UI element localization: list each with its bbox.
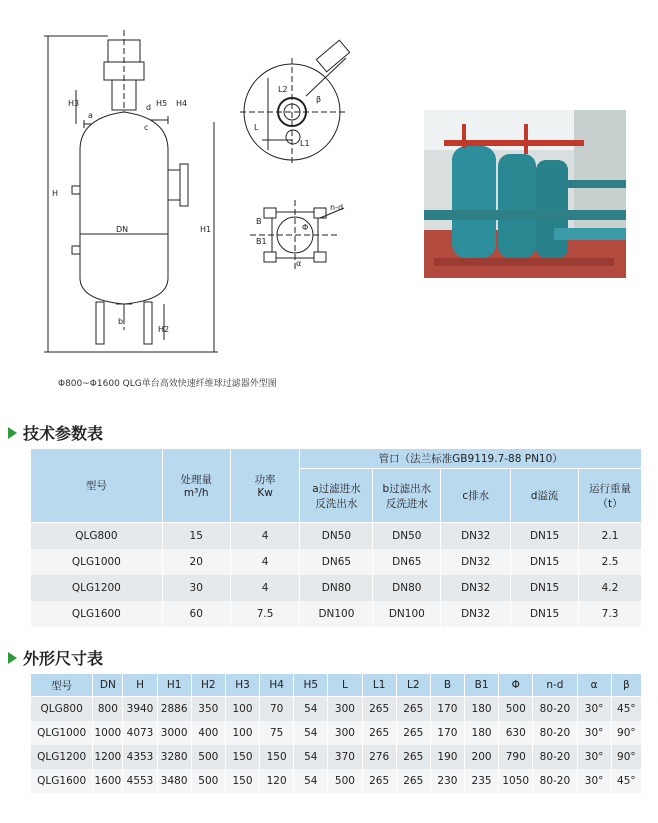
table-cell: 276 <box>362 745 396 769</box>
column-header: n-d <box>533 674 577 697</box>
table-cell: 230 <box>430 769 464 793</box>
dim-label-l1: L1 <box>300 139 310 148</box>
table-cell: 20 <box>162 549 230 575</box>
col-ports-group: 管口（法兰标准GB9119.7-88 PN10） <box>300 449 642 469</box>
table-cell: 54 <box>294 697 328 722</box>
table-cell: QLG1200 <box>31 575 163 601</box>
col-port-d: d溢流 <box>511 469 579 523</box>
table-cell: 30 <box>162 575 230 601</box>
table-cell: 54 <box>294 721 328 745</box>
table-cell: 300 <box>328 721 362 745</box>
table-cell: DN50 <box>373 523 441 549</box>
column-header: H1 <box>157 674 191 697</box>
table-cell: 90° <box>611 721 641 745</box>
table-cell: 800 <box>93 697 123 722</box>
tech-params-heading <box>8 421 103 444</box>
dim-label-nd: n-d <box>330 203 344 212</box>
table-cell: 150 <box>260 745 294 769</box>
column-header: 型号 <box>31 674 93 697</box>
table-cell: 80-20 <box>533 721 577 745</box>
table-cell: 30° <box>577 721 611 745</box>
table-cell: 60 <box>162 601 230 627</box>
table-cell: 100 <box>225 721 259 745</box>
table-cell: 180 <box>465 697 499 722</box>
table-cell: 70 <box>260 697 294 722</box>
table-cell: 200 <box>465 745 499 769</box>
column-header: β <box>611 674 641 697</box>
table-cell: DN80 <box>373 575 441 601</box>
table-row <box>31 769 642 793</box>
table-cell: 30° <box>577 769 611 793</box>
table-cell: 170 <box>430 721 464 745</box>
table-cell: 265 <box>362 721 396 745</box>
table-cell: DN15 <box>511 523 579 549</box>
col-weight: 运行重量 （t） <box>579 469 642 523</box>
table-cell: 265 <box>362 769 396 793</box>
tech-params-table <box>30 448 642 627</box>
column-header: B <box>430 674 464 697</box>
table-cell: 500 <box>191 769 225 793</box>
nozzle-label-d: d <box>146 103 152 112</box>
column-header: H2 <box>191 674 225 697</box>
table-cell: 120 <box>260 769 294 793</box>
tech-params-title: 技术参数表 <box>23 424 104 443</box>
column-header: H <box>123 674 157 697</box>
column-header: H5 <box>294 674 328 697</box>
table-cell: 15 <box>162 523 230 549</box>
table-cell: 265 <box>362 697 396 722</box>
table-cell: 630 <box>499 721 533 745</box>
dim-label-phi: Φ <box>302 223 309 232</box>
table-cell: QLG800 <box>31 697 93 722</box>
dim-label-l: L <box>254 123 259 132</box>
table-cell: 170 <box>430 697 464 722</box>
table-cell: 80-20 <box>533 769 577 793</box>
dim-label-h3: H3 <box>68 99 80 108</box>
table-cell: DN65 <box>373 549 441 575</box>
col-port-c: c排水 <box>441 469 511 523</box>
dim-label-h2: H2 <box>158 325 170 334</box>
table-cell: 500 <box>499 697 533 722</box>
table-cell: 4553 <box>123 769 157 793</box>
col-model: 型号 <box>31 449 163 523</box>
table-cell: 4073 <box>123 721 157 745</box>
table-cell: DN32 <box>441 549 511 575</box>
column-header: L2 <box>396 674 430 697</box>
table-cell: 75 <box>260 721 294 745</box>
table-cell: 1200 <box>93 745 123 769</box>
dim-label-h: H <box>52 189 59 198</box>
dim-label-l2: L2 <box>278 85 288 94</box>
table-cell: 3280 <box>157 745 191 769</box>
table-cell: DN15 <box>511 575 579 601</box>
column-header: H3 <box>225 674 259 697</box>
table-cell: 7.5 <box>230 601 300 627</box>
dim-label-b: B <box>256 217 262 226</box>
table-cell: 1600 <box>93 769 123 793</box>
table-cell: 4353 <box>123 745 157 769</box>
table-cell: DN15 <box>511 549 579 575</box>
table-cell: QLG1600 <box>31 769 93 793</box>
table-cell: 100 <box>225 697 259 722</box>
table-cell: 4 <box>230 549 300 575</box>
col-power: 功率 Kw <box>230 449 300 523</box>
table-cell: 3000 <box>157 721 191 745</box>
table-cell: 1000 <box>93 721 123 745</box>
table-cell: 500 <box>328 769 362 793</box>
column-header: B1 <box>465 674 499 697</box>
column-header: α <box>577 674 611 697</box>
column-header: L1 <box>362 674 396 697</box>
table-row <box>31 523 642 549</box>
angle-label-alpha: α <box>296 259 302 268</box>
dim-label-dn: DN <box>116 225 129 234</box>
table-cell: 150 <box>225 745 259 769</box>
table-cell: 54 <box>294 745 328 769</box>
table-cell: 3940 <box>123 697 157 722</box>
table-cell: 2.1 <box>579 523 642 549</box>
table-cell: 265 <box>396 769 430 793</box>
table-cell: 2886 <box>157 697 191 722</box>
table-cell: 30° <box>577 745 611 769</box>
table-cell: 265 <box>396 745 430 769</box>
table-cell: 7.3 <box>579 601 642 627</box>
column-header: L <box>328 674 362 697</box>
nozzle-label-a: a <box>88 111 93 120</box>
table-cell: DN100 <box>300 601 373 627</box>
table-cell: 3480 <box>157 769 191 793</box>
table-cell: QLG1200 <box>31 745 93 769</box>
table-cell: 790 <box>499 745 533 769</box>
table-cell: 80-20 <box>533 697 577 722</box>
table-row <box>31 697 642 722</box>
table-row <box>31 745 642 769</box>
table-cell: QLG1000 <box>31 721 93 745</box>
table-cell: 265 <box>396 697 430 722</box>
table-cell: 2.5 <box>579 549 642 575</box>
table-cell: DN50 <box>300 523 373 549</box>
dim-label-h4: H4 <box>176 99 188 108</box>
table-row <box>31 721 642 745</box>
table-cell: 90° <box>611 745 641 769</box>
table-cell: 235 <box>465 769 499 793</box>
section-arrow-icon <box>8 652 17 664</box>
table-cell: QLG1600 <box>31 601 163 627</box>
table-cell: DN100 <box>373 601 441 627</box>
section-arrow-icon <box>8 427 17 439</box>
table-cell: 4 <box>230 575 300 601</box>
table-cell: 350 <box>191 697 225 722</box>
column-header: H4 <box>260 674 294 697</box>
table-cell: 4.2 <box>579 575 642 601</box>
table-row <box>31 575 642 601</box>
column-header: DN <box>93 674 123 697</box>
table-cell: DN15 <box>511 601 579 627</box>
table-row <box>31 601 642 627</box>
drawing-caption: Φ800~Φ1600 QLG单台高效快速纤维球过滤器外型图 <box>58 379 277 389</box>
angle-label-beta: β <box>316 95 322 104</box>
table-cell: 4 <box>230 523 300 549</box>
table-cell: QLG800 <box>31 523 163 549</box>
table-cell: 54 <box>294 769 328 793</box>
table-cell: DN80 <box>300 575 373 601</box>
table-cell: DN32 <box>441 523 511 549</box>
table-cell: 300 <box>328 697 362 722</box>
table-cell: 150 <box>225 769 259 793</box>
table-cell: 265 <box>396 721 430 745</box>
col-port-b: b过滤出水 反洗进水 <box>373 469 441 523</box>
table-cell: DN32 <box>441 575 511 601</box>
table-cell: 500 <box>191 745 225 769</box>
table-cell: 80-20 <box>533 745 577 769</box>
equipment-photo <box>424 110 626 278</box>
table-cell: QLG1000 <box>31 549 163 575</box>
dim-label-h1: H1 <box>200 225 212 234</box>
column-header: Φ <box>499 674 533 697</box>
dimensions-title: 外形尺寸表 <box>23 649 104 668</box>
table-cell: DN65 <box>300 549 373 575</box>
table-cell: 45° <box>611 697 641 722</box>
table-cell: 400 <box>191 721 225 745</box>
dim-label-h5: H5 <box>156 99 168 108</box>
table-cell: 370 <box>328 745 362 769</box>
nozzle-label-c: c <box>144 123 149 132</box>
table-cell: DN32 <box>441 601 511 627</box>
table-cell: 45° <box>611 769 641 793</box>
table-cell: 1050 <box>499 769 533 793</box>
dimensions-table <box>30 673 642 793</box>
table-cell: 30° <box>577 697 611 722</box>
nozzle-label-b: b <box>118 317 124 326</box>
dim-label-b1: B1 <box>256 237 267 246</box>
table-cell: 190 <box>430 745 464 769</box>
dimensions-heading <box>8 646 103 669</box>
table-cell: 180 <box>465 721 499 745</box>
col-capacity: 处理量 m³/h <box>162 449 230 523</box>
col-port-a: a过滤进水 反洗出水 <box>300 469 373 523</box>
table-row <box>31 549 642 575</box>
